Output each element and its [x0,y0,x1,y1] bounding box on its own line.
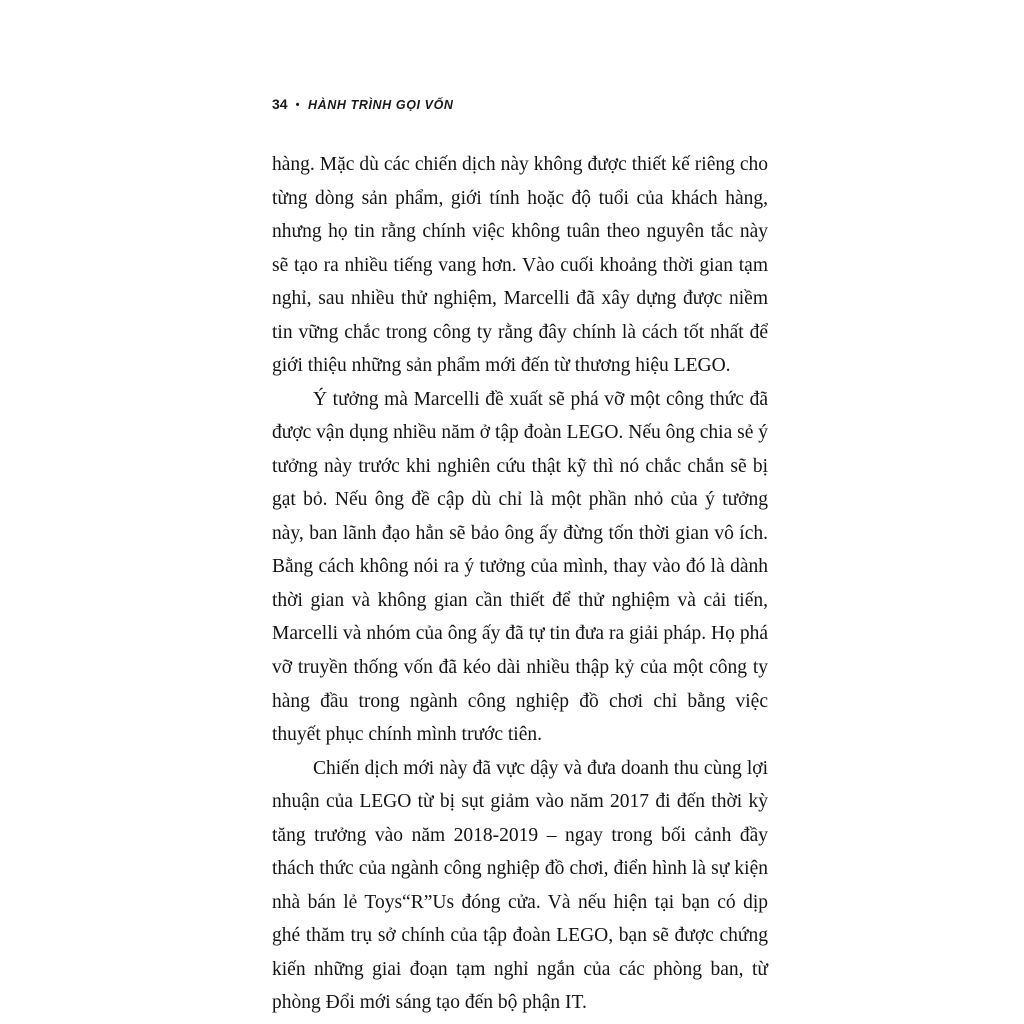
page-content-area [272,96,768,1020]
bullet-separator-icon: • [295,99,301,111]
book-title: HÀNH TRÌNH GỌI VỐN [308,98,454,112]
paragraph-1: hàng. Mặc dù các chiến dịch này không được thiết kế riêng cho từng dòng sản phẩm, giới tính hoặc độ tuổi của khách hàng, nhưng họ tin rằng chính việc không tuân theo nguyên tắc này sẽ tạo ra nhiều tiếng vang hơn. Vào cuối khoảng thời gian tạm nghỉ, sau nhiều thử nghiệm, Marcelli đã xây dựng được niềm tin vững chắc trong công ty rằng đây chính là cách tốt nhất để giới thiệu những sản phẩm mới đến từ thương hiệu LEGO. [272,154,768,377]
paragraph-2: Ý tưởng mà Marcelli đề xuất sẽ phá vỡ một công thức đã được vận dụng nhiều năm ở tập đoàn LEGO. Nếu ông chia sẻ ý tưởng này trước khi nghiên cứu thật kỹ thì nó chắc chắn sẽ bị gạt bỏ. Nếu ông đề cập dù chỉ là một phần nhỏ của ý tưởng này, ban lãnh đạo hẳn sẽ bảo ông ấy đừng tốn thời gian vô ích. Bằng cách không nói ra ý tưởng của mình, thay vào đó là dành thời gian và không gian cần thiết để thử nghiệm và cải tiến, Marcelli và nhóm của ông ấy đã tự tin đưa ra giải pháp. Họ phá vỡ truyền thống vốn đã kéo dài nhiều thập kỷ của một công ty hàng đầu trong ngành công nghiệp đồ chơi chỉ bằng việc thuyết phục chính mình trước tiên. [272,388,768,746]
paragraph-3: Chiến dịch mới này đã vực dậy và đưa doanh thu cùng lợi nhuận của LEGO từ bị sụt giảm vào năm 2017 đi đến thời kỳ tăng trưởng vào năm 2018-2019 – ngay trong bối cảnh đầy thách thức của ngành công nghiệp đồ chơi, điển hình là sự kiện nhà bán lẻ Toys“R”Us đóng cửa. Và nếu hiện tại bạn có dịp ghé thăm trụ sở chính của tập đoàn LEGO, bạn sẽ được chứng kiến những giai đoạn tạm nghỉ ngắn của các phòng ban, từ phòng Đổi mới sáng tạo đến bộ phận IT. [272,757,768,1014]
running-head [272,96,768,112]
page-number: 34 [272,96,288,112]
body-text [272,148,768,1020]
